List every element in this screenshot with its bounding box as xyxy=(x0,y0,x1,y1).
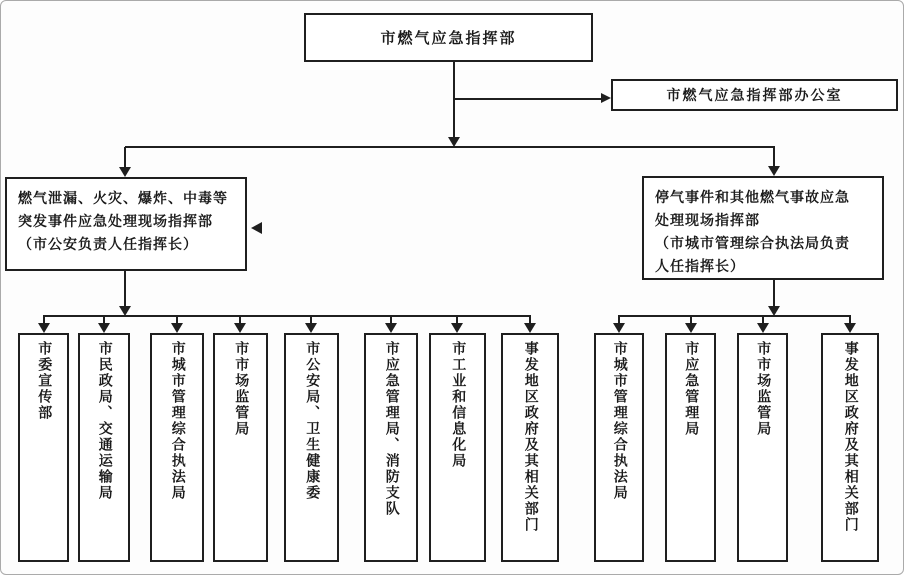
arrowhead-down-icon xyxy=(613,323,625,333)
dept-box-urban-mgmt-right xyxy=(594,333,644,562)
node-label-line: 突发事件应急处理现场指挥部 xyxy=(18,215,213,230)
dept-box-local-gov-left xyxy=(501,333,559,562)
arrowhead-down-icon xyxy=(385,323,397,333)
arrowhead-down-icon xyxy=(757,323,769,333)
arrowhead-down-icon xyxy=(451,323,463,333)
dept-label: 市公安局、卫生健康委 xyxy=(304,341,320,501)
dept-box-propaganda xyxy=(18,333,69,562)
dept-label: 事发地区政府及其相关部门 xyxy=(842,341,858,533)
arrowhead-down-icon xyxy=(171,323,183,333)
connector-distribution-top xyxy=(125,146,775,148)
connector-root-to-office xyxy=(454,98,601,100)
arrowhead-down-icon xyxy=(119,167,131,177)
node-label-line: 停气事件和其他燃气事故应急 xyxy=(655,191,850,206)
connector-to-right-command xyxy=(773,147,775,167)
connector-to-left-command xyxy=(124,147,126,168)
arrowhead-down-icon xyxy=(98,323,110,333)
connector-right-command-down xyxy=(773,280,775,306)
node-label-line: （市城市管理综合执法局负责 xyxy=(655,237,850,252)
dept-box-civil-affairs-transport xyxy=(78,333,130,562)
arrowhead-down-icon xyxy=(685,323,697,333)
dept-box-emergency-right xyxy=(665,333,716,562)
node-label-line: 人任指挥长） xyxy=(655,260,745,275)
dept-label: 市城市管理综合执法局 xyxy=(169,341,185,501)
dept-label: 市工业和信息化局 xyxy=(450,341,466,469)
connector-distribution-right xyxy=(619,315,850,317)
node-hq-office xyxy=(611,79,898,111)
dept-box-emergency-fire xyxy=(364,333,418,562)
dept-box-market-reg-left xyxy=(213,333,268,562)
dept-label: 市委宣传部 xyxy=(36,341,52,421)
dept-label: 市应急管理局、消防支队 xyxy=(383,341,399,517)
node-label-line: （市公安负责人任指挥长） xyxy=(18,238,198,253)
dept-label: 市应急管理局 xyxy=(683,341,699,437)
dept-box-market-reg-right xyxy=(737,333,788,562)
dept-label: 事发地区政府及其相关部门 xyxy=(522,341,538,533)
node-gas-emergency-hq xyxy=(304,13,593,62)
node-label: 市燃气应急指挥部 xyxy=(380,31,517,47)
arrowhead-down-icon xyxy=(234,323,246,333)
node-outage-field-command xyxy=(642,176,884,280)
dept-box-industry-it xyxy=(429,333,486,562)
dept-box-local-gov-right xyxy=(821,333,879,562)
dept-label: 市市场监管局 xyxy=(755,341,771,437)
arrowhead-right-icon xyxy=(601,93,611,103)
arrowhead-left-icon xyxy=(251,222,262,234)
arrowhead-down-icon xyxy=(38,323,50,333)
dept-box-urban-mgmt-left xyxy=(150,333,204,562)
arrowhead-down-icon xyxy=(524,323,536,333)
node-label-line: 燃气泄漏、火灾、爆炸、中毒等 xyxy=(18,192,228,207)
dept-label: 市民政局、交通运输局 xyxy=(96,341,112,501)
dept-label: 市城市管理综合执法局 xyxy=(611,341,627,501)
dept-label: 市市场监管局 xyxy=(233,341,249,437)
dept-box-police-health xyxy=(284,333,339,562)
node-label: 市燃气应急指挥部办公室 xyxy=(666,89,843,104)
arrowhead-down-icon xyxy=(768,166,780,176)
connector-left-command-down xyxy=(124,271,126,306)
node-leak-fire-field-command xyxy=(5,177,247,271)
arrowhead-down-icon xyxy=(844,323,856,333)
node-label-line: 处理现场指挥部 xyxy=(655,214,760,229)
arrowhead-down-icon xyxy=(305,323,317,333)
